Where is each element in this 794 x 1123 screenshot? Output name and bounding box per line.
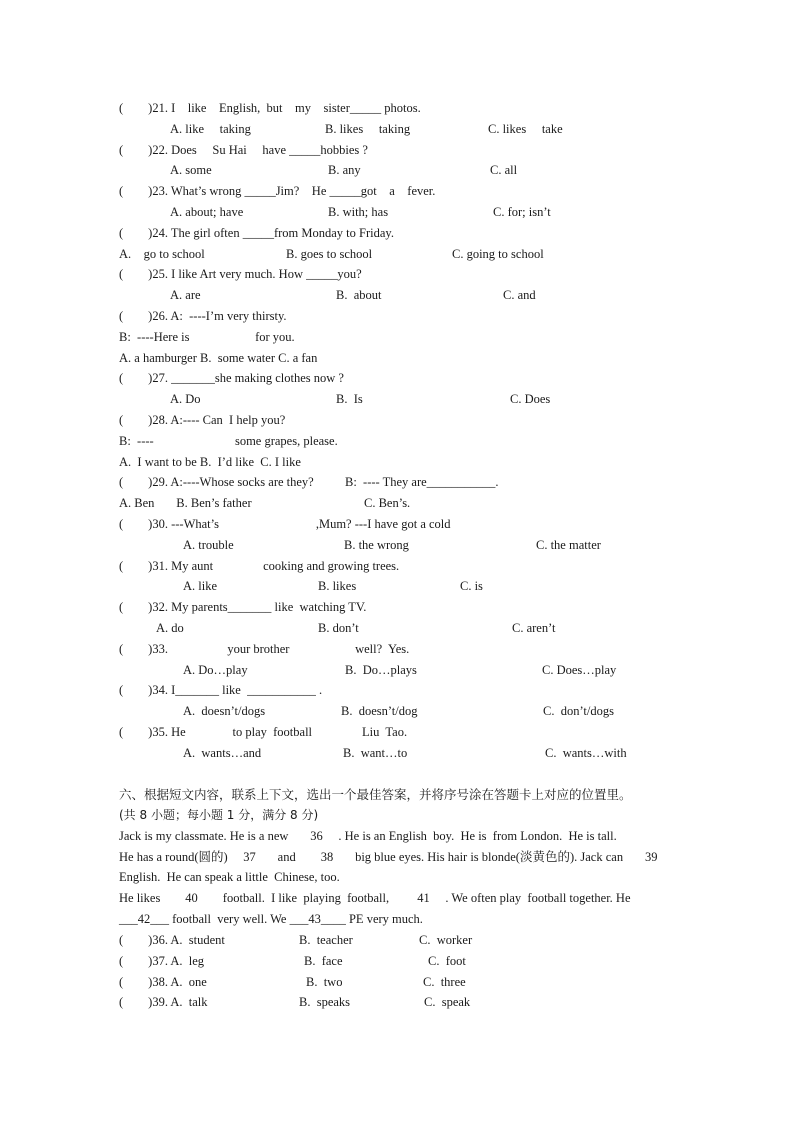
q23-option-c: C. for; isn’t bbox=[493, 205, 551, 219]
question-31: ( )31. My aunt cooking and growing trees. bbox=[119, 559, 400, 573]
q23-option-b: B. with; has bbox=[328, 205, 389, 219]
q30-option-a: A. trouble bbox=[183, 538, 234, 552]
q24-option-a: A. go to school bbox=[119, 247, 205, 261]
q22-option-c: C. all bbox=[490, 163, 518, 177]
q34-option-c: C. don’t/dogs bbox=[543, 704, 614, 718]
q25-option-b: B. about bbox=[336, 288, 382, 302]
q31-option-c: C. is bbox=[460, 579, 483, 593]
question-37: ( )37. A. leg bbox=[119, 954, 205, 968]
q37-option-b: B. face bbox=[304, 954, 343, 968]
q25-option-a: A. are bbox=[170, 288, 201, 302]
q38-option-b: B. two bbox=[306, 975, 343, 989]
q33-option-a: A. Do…play bbox=[183, 663, 248, 677]
q24-option-c: C. going to school bbox=[452, 247, 544, 261]
q21-option-c: C. likes take bbox=[488, 122, 563, 136]
question-32: ( )32. My parents_______ like watching TV. bbox=[119, 600, 367, 614]
passage-line-1: Jack is my classmate. He is a new 36 . He is an English boy. He is from London. He is tall. bbox=[119, 829, 617, 843]
passage-line-2: He has a round(圆的) 37 and 38 big blue eyes. His hair is blonde(淡黄色的). Jack can 39 bbox=[119, 850, 658, 864]
q33-option-c: C. Does…play bbox=[542, 663, 617, 677]
passage-line-5: ___42___ football very well. We ___43____ PE very much. bbox=[119, 912, 423, 926]
q26-dialogue-b: B: ----Here is for you. bbox=[119, 330, 295, 344]
q39-option-c: C. speak bbox=[424, 995, 471, 1009]
q31-option-a: A. like bbox=[183, 579, 218, 593]
question-24: ( )24. The girl often _____from Monday to Friday. bbox=[119, 226, 394, 240]
q32-option-c: C. aren’t bbox=[512, 621, 556, 635]
q29-option-ab: A. Ben B. Ben’s father bbox=[119, 496, 252, 510]
question-28: ( )28. A:---- Can I help you? bbox=[119, 413, 286, 427]
q34-option-b: B. doesn’t/dog bbox=[341, 704, 418, 718]
q28-options: A. I want to be B. I’d like C. I like bbox=[119, 455, 301, 469]
question-33: ( )33. your brother well? Yes. bbox=[119, 642, 410, 656]
question-29: ( )29. A:----Whose socks are they? B: ---- They are___________. bbox=[119, 475, 499, 489]
question-39: ( )39. A. talk bbox=[119, 995, 208, 1009]
q36-option-c: C. worker bbox=[419, 933, 473, 947]
q36-option-b: B. teacher bbox=[299, 933, 353, 947]
question-26: ( )26. A: ----I’m very thirsty. bbox=[119, 309, 287, 323]
q21-option-b: B. likes taking bbox=[325, 122, 411, 136]
q35-option-c: C. wants…with bbox=[545, 746, 627, 760]
question-22: ( )22. Does Su Hai have _____hobbies ? bbox=[119, 143, 368, 157]
section-6-scoring: (共 8 小题；每小题 1 分，满分 8 分) bbox=[119, 808, 319, 822]
q35-option-b: B. want…to bbox=[343, 746, 408, 760]
q22-option-a: A. some bbox=[170, 163, 212, 177]
question-25: ( )25. I like Art very much. How _____you? bbox=[119, 267, 362, 281]
q31-option-b: B. likes bbox=[318, 579, 357, 593]
question-27: ( )27. _______she making clothes now ? bbox=[119, 371, 344, 385]
q25-option-c: C. and bbox=[503, 288, 536, 302]
question-38: ( )38. A. one bbox=[119, 975, 207, 989]
q23-option-a: A. about; have bbox=[170, 205, 244, 219]
q21-option-a: A. like taking bbox=[170, 122, 251, 136]
q33-option-b: B. Do…plays bbox=[345, 663, 417, 677]
passage-line-3: English. He can speak a little Chinese, too. bbox=[119, 870, 340, 884]
question-21: ( )21. I like English, but my sister_____ photos. bbox=[119, 101, 421, 115]
q32-option-b: B. don’t bbox=[318, 621, 359, 635]
q39-option-b: B. speaks bbox=[299, 995, 351, 1009]
q38-option-c: C. three bbox=[423, 975, 466, 989]
section-6-heading: 六、根据短文内容，联系上下文，选出一个最佳答案，并将序号涂在答题卡上对应的位置里。 bbox=[119, 787, 632, 802]
q26-options: A. a hamburger B. some water C. a fan bbox=[119, 351, 318, 365]
q30-option-b: B. the wrong bbox=[344, 538, 409, 552]
q30-option-c: C. the matter bbox=[536, 538, 601, 552]
question-34: ( )34. I_______ like ___________ . bbox=[119, 683, 323, 697]
passage-line-4: He likes 40 football. I like playing football, 41 . We often play football together. He bbox=[119, 891, 631, 905]
q37-option-c: C. foot bbox=[428, 954, 466, 968]
question-36: ( )36. A. student bbox=[119, 933, 225, 947]
q24-option-b: B. goes to school bbox=[286, 247, 373, 261]
q27-option-b: B. Is bbox=[336, 392, 363, 406]
q28-dialogue-b: B: ---- some grapes, please. bbox=[119, 434, 338, 448]
question-35: ( )35. He to play football Liu Tao. bbox=[119, 725, 408, 739]
q29-option-c: C. Ben’s. bbox=[364, 496, 411, 510]
q35-option-a: A. wants…and bbox=[183, 746, 262, 760]
q32-option-a: A. do bbox=[156, 621, 184, 635]
question-30: ( )30. ---What’s ,Mum? ---I have got a cold bbox=[119, 517, 451, 531]
q27-option-a: A. Do bbox=[170, 392, 201, 406]
question-23: ( )23. What’s wrong _____Jim? He _____got a fever. bbox=[119, 184, 436, 198]
q34-option-a: A. doesn’t/dogs bbox=[183, 704, 266, 718]
q22-option-b: B. any bbox=[328, 163, 361, 177]
q27-option-c: C. Does bbox=[510, 392, 551, 406]
